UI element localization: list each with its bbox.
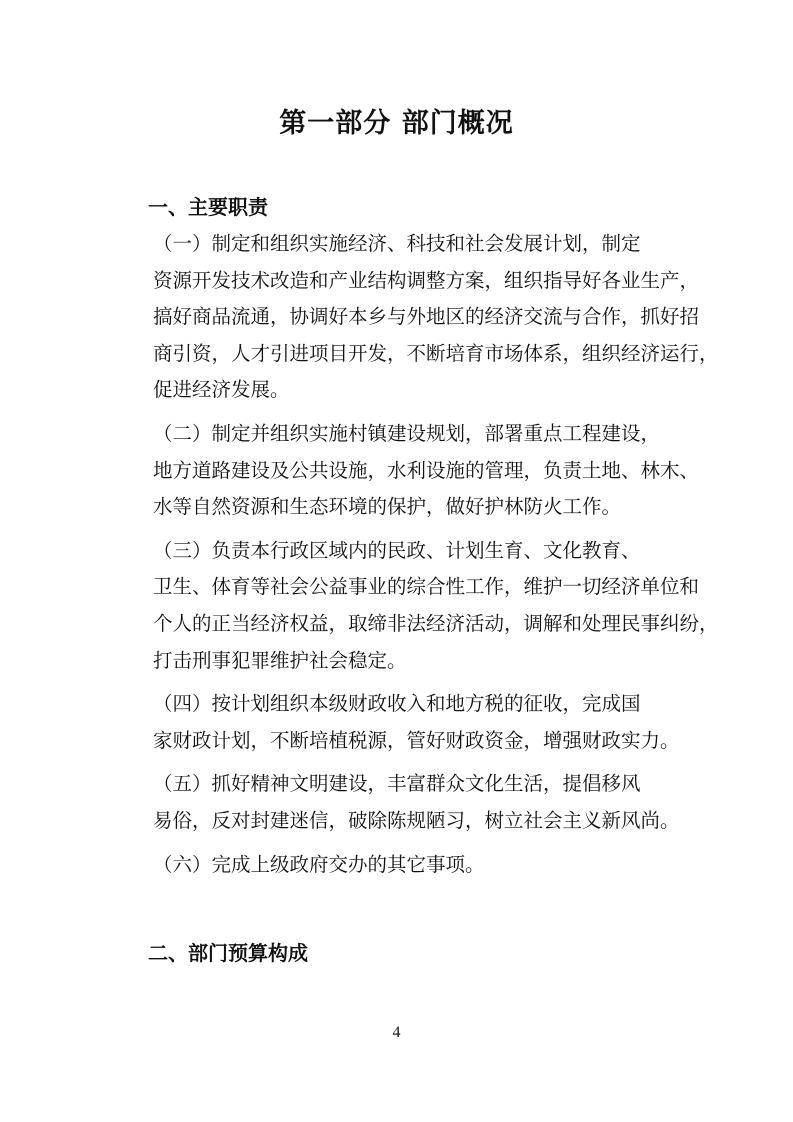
- text-line: 家财政计划，不断培植税源，管好财政资金，增强财政实力。: [153, 728, 680, 752]
- text-line: （一）制定和组织实施经济、科技和社会发展计划，制定: [153, 232, 641, 255]
- page-number: 4: [392, 1024, 401, 1041]
- duty-paragraph-4: [114, 686, 694, 759]
- text-line: （六）完成上级政府交办的其它事项。: [153, 852, 485, 876]
- text-line: 商引资，人才引进项目开发，不断培育市场体系，组织经济运行，: [153, 341, 719, 365]
- duties-body: [114, 226, 719, 890]
- duty-paragraph-6: [114, 847, 694, 884]
- text-line: 地方道路建设及公共设施，水利设施的管理，负责土地、林木、: [153, 458, 700, 482]
- section-heading-main-duties: 一、主要职责: [148, 195, 268, 219]
- text-line: （四）按计划组织本级财政收入和地方税的征收，完成国: [153, 692, 641, 716]
- text-line: 个人的正当经济权益，取缔非法经济活动，调解和处理民事纠纷，: [153, 611, 719, 635]
- text-line: 促进经济发展。: [153, 378, 290, 402]
- section-heading-budget-composition: 二、部门预算构成: [148, 941, 308, 965]
- text-line: 水等自然资源和生态环境的保护，做好护林防火工作。: [153, 495, 622, 519]
- duty-paragraph-2: [114, 416, 700, 526]
- duty-paragraph-5: [114, 766, 694, 839]
- duty-paragraph-1: [114, 226, 719, 409]
- duty-paragraph-3: [114, 533, 719, 679]
- text-line: 打击刑事犯罪维护社会稳定。: [153, 648, 407, 672]
- text-line: 易俗，反对封建迷信，破除陈规陋习，树立社会主义新风尚。: [153, 808, 680, 832]
- text-line: （三）负责本行政区域内的民政、计划生育、文化教育、: [153, 538, 641, 562]
- text-line: 搞好商品流通，协调好本乡与外地区的经济交流与合作，抓好招: [153, 305, 700, 329]
- page-title: 第一部分 部门概况: [279, 108, 514, 139]
- text-line: 卫生、体育等社会公益事业的综合性工作，维护一切经济单位和: [153, 575, 700, 599]
- text-line: 资源开发技术改造和产业结构调整方案，组织指导好各业生产，: [153, 268, 700, 292]
- text-line: （二）制定并组织实施村镇建设规划，部署重点工程建设，: [153, 421, 661, 445]
- text-line: （五）抓好精神文明建设，丰富群众文化生活，提倡移风: [153, 772, 641, 796]
